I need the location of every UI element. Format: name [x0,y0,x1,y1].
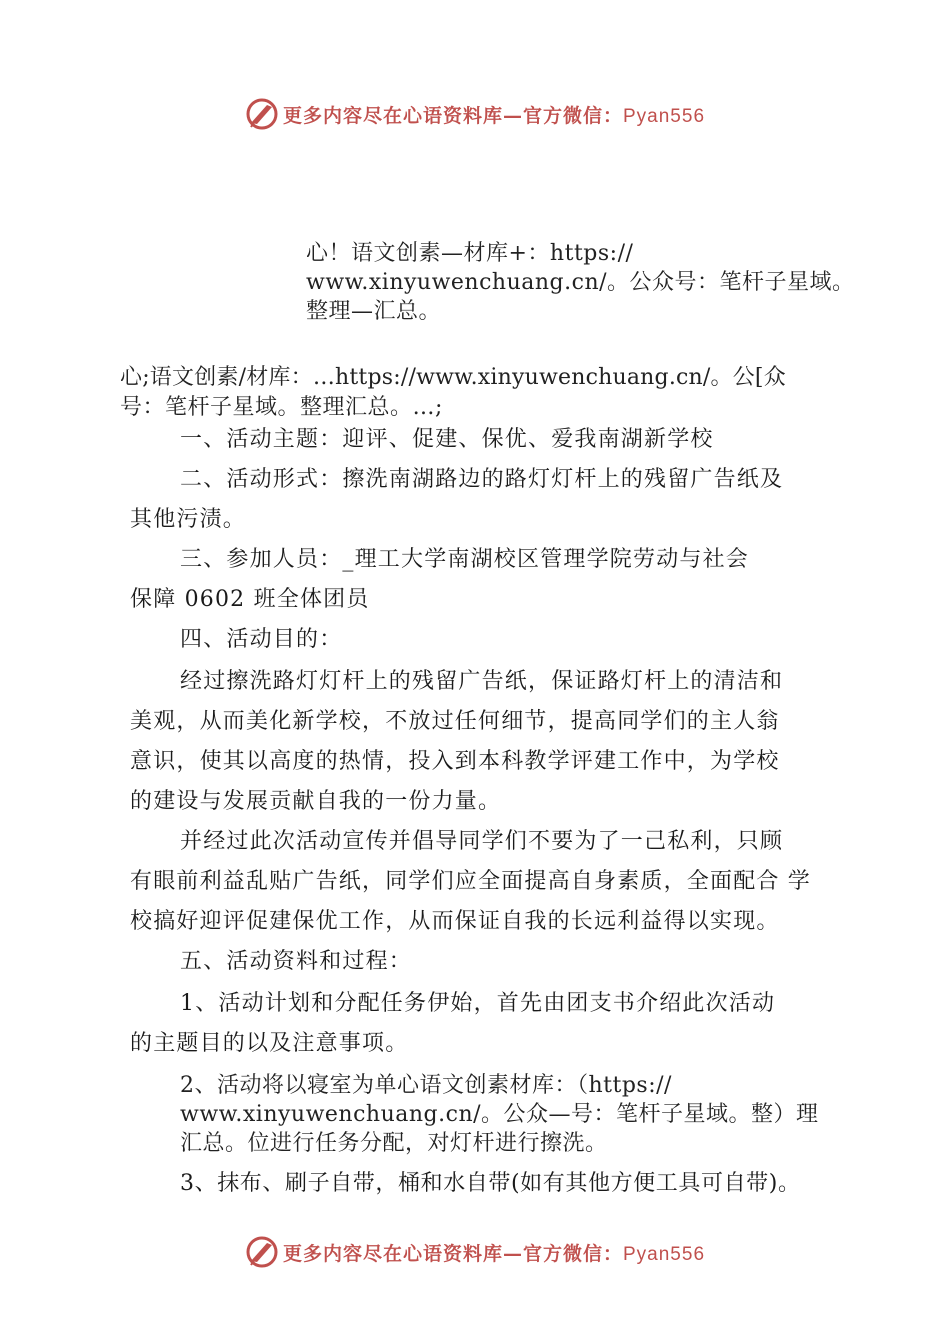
footer-banner [0,1232,950,1272]
item-2-line-1: 2、活动将以寝室为单心语文创素材库：（https:// [180,1073,672,1098]
item-1-line-2: 的主题目的以及注意事项。 [130,1031,409,1056]
header-banner [0,94,950,134]
banner-text [283,1239,705,1266]
wechat-id: Pyan556 [623,105,706,127]
notice-line-1: 心;语文创素/材库：…https://www.xinyuwenchuang.cn/。公[众 [120,365,786,390]
item-1-line-1: 1、活动计划和分配任务伊始，首先由团支书介绍此次活动 [180,991,776,1016]
section-1-theme: 一、活动主题：迎评、促建、保优、爱我南湖新学校 [180,427,714,452]
banner-label: 更多内容尽在心语资料库—官方微信： [282,104,623,127]
purpose-para-1-line-4: 的建设与发展贡献自我的一份力量。 [130,789,502,814]
section-3-members-cont: 保障 0602 班全体团员 [130,587,370,612]
banner-label: 更多内容尽在心语资料库—官方微信： [282,1242,623,1265]
header-block-line-2: www.xinyuwenchuang.cn/。公众号：笔杆子星域。 [306,270,855,295]
purpose-para-2-line-3: 校搞好迎评促建保优工作，从而保证自我的长远利益得以实现。 [130,909,780,934]
purpose-para-1-line-3: 意识，使其以高度的热情，投入到本科教学评建工作中，为学校 [130,749,780,774]
item-2-line-2: www.xinyuwenchuang.cn/。公众—号：笔杆子星域。整）理 [180,1102,819,1127]
purpose-para-1-line-2: 美观，从而美化新学校，不放过任何细节，提高同学们的主人翁 [130,709,780,734]
quill-logo-icon [245,97,279,131]
section-5-process: 五、活动资料和过程： [180,949,413,974]
item-3: 3、抹布、刷子自带，桶和水自带(如有其他方便工具可自带)。 [180,1171,801,1196]
section-4-purpose: 四、活动目的： [180,627,343,652]
quill-logo-icon [245,1235,279,1269]
purpose-para-2-line-2: 有眼前利益乱贴广告纸，同学们应全面提高自身素质，全面配合 学 [130,869,811,894]
section-2-form-cont: 其他污渍。 [130,507,247,532]
wechat-id: Pyan556 [623,1243,706,1265]
purpose-para-1-line-1: 经过擦洗路灯灯杆上的残留广告纸，保证路灯杆上的清洁和 [180,669,784,694]
header-block-line-3: 整理—汇总。 [306,299,442,324]
notice-line-2: 号：笔杆子星域。整理汇总。…; [120,395,443,420]
banner-text [283,101,705,128]
header-block-line-1: 心！语文创素—材库+：https:// [306,241,634,266]
purpose-para-2-line-1: 并经过此次活动宣传并倡导同学们不要为了一己私利，只顾 [180,829,784,854]
section-3-members: 三、参加人员：_理工大学南湖校区管理学院劳动与社会 [180,547,750,572]
section-2-form: 二、活动形式：擦洗南湖路边的路灯灯杆上的残留广告纸及 [180,467,784,492]
item-2-line-3: 汇总。位进行任务分配，对灯杆进行擦洗。 [180,1131,608,1156]
